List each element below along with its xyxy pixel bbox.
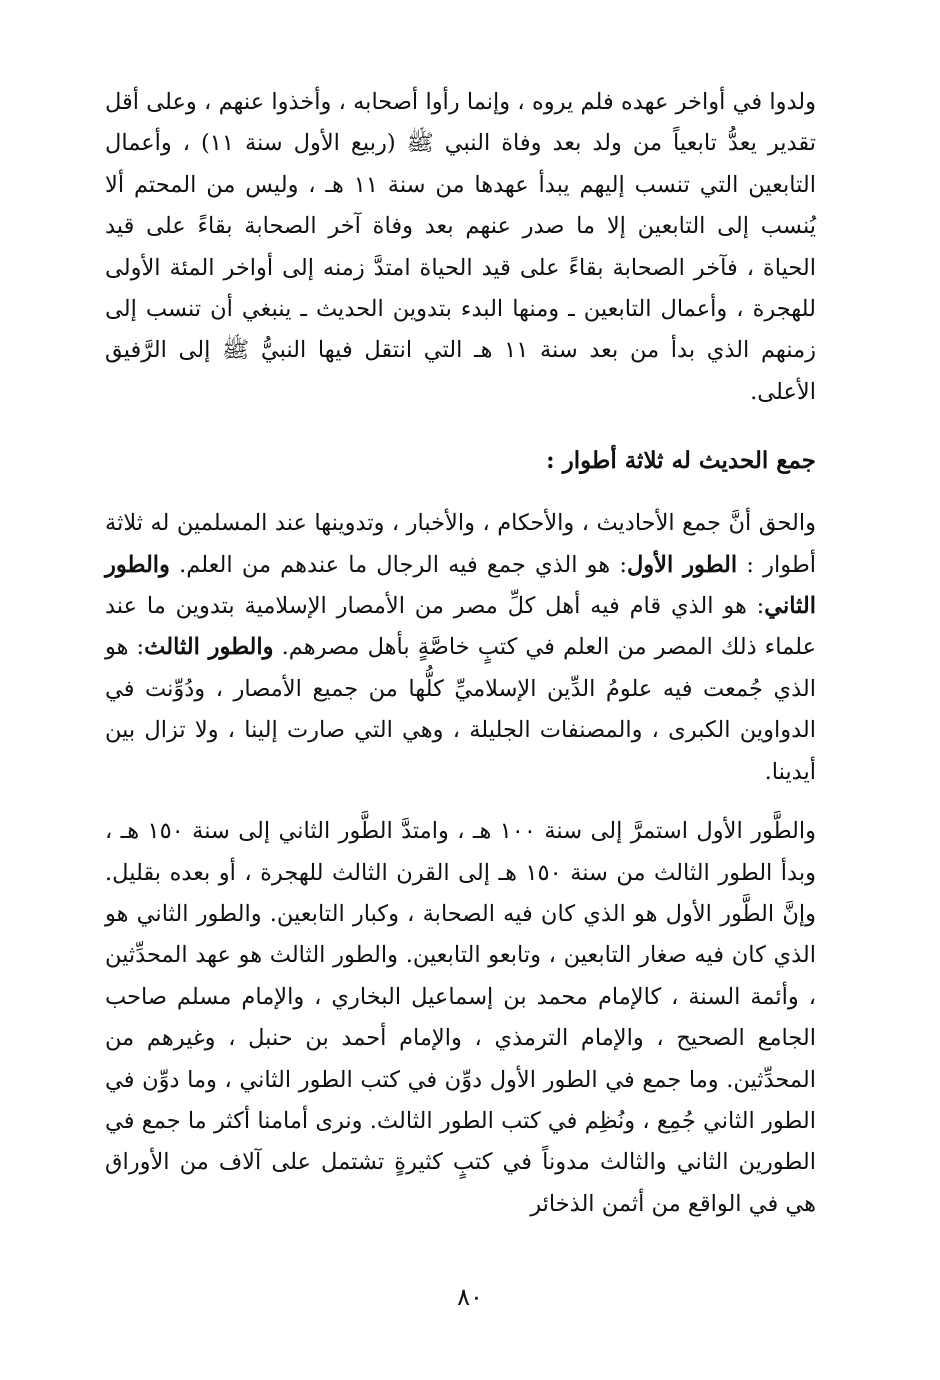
stage-1-text: : هو الذي جمع فيه الرجال ما عندهم من العلم. xyxy=(179,551,627,578)
stage-1-label: الطور الأول xyxy=(626,551,738,578)
stage-3-label: والطور الثالث xyxy=(144,634,274,661)
paragraph-2-text xyxy=(105,503,816,793)
paragraph-1-text: ولدوا في أواخر عهده فلم يروه ، وإنما رأوا أصحابه ، وأخذوا عنهم ، وعلى أقل تقدير يعدُّ تابعياً من ولد بعد وفاة النبي ﷺ (ربيع الأول سنة ١١) ، وأعمال التابعين التي تنسب إليهم يبدأ عهدها من سنة ١١ هـ ، وليس من المحتم ألا يُنسب إلى التابعين إلا ما صدر عنهم بعد وفاة آخر الصحابة بقاءً على قيد الحياة ، فآخر الصحابة بقاءً على قيد الحياة امتدَّ زمنه إلى أواخر المئة الأولى للهجرة ، وأعمال التابعين ـ ومنها البدء بتدوين الحديث ـ ينبغي أن تنسب إلى زمنهم الذي بدأ من بعد سنة ١١ هـ التي انتقل فيها النبيُّ ﷺ إلى الرَّفيق الأعلى. xyxy=(105,89,816,405)
stage-2-label: والطور الثاني xyxy=(105,551,816,620)
stage-2-text: : هو الذي قام فيه أهل كلِّ مصر من الأمصار الإسلامية بتدوين ما عند علماء ذلك المصر من العلم في كتبٍ خاصَّةٍ بأهل مصرهم. xyxy=(105,593,816,661)
paragraph-3 xyxy=(105,811,816,1225)
section-heading: جمع الحديث له ثلاثة أطوار : xyxy=(546,447,816,475)
paragraph-3-text: والطَّور الأول استمرَّ إلى سنة ١٠٠ هـ ، وامتدَّ الطَّور الثاني إلى سنة ١٥٠ هـ ، وبدأ الطور الثالث من سنة ١٥٠ هـ إلى القرن الثالث للهجرة ، أو بعده بقليل. وإنَّ الطَّور الأول هو الذي كان فيه الصحابة ، وكبار التابعين. والطور الثاني هو الذي كان فيه صغار التابعين ، وتابعو التابعين. والطور الثالث هو عهد المحدِّثين ، وأئمة السنة ، كالإمام محمد بن إسماعيل البخاري ، والإمام مسلم صاحب الجامع الصحيح ، والإمام الترمذي ، والإمام أحمد بن حنبل ، وغيرهم من المحدِّثين. وما جمع في الطور الأول دوِّن في كتب الطور الثاني ، وما دوِّن في الطور الثاني جُمِع ، ونُظِم في كتب الطور الثالث. ونرى أمامنا أكثر ما جمع في الطورين الثاني والثالث مدوناً في كتبٍ كثيرةٍ تشتمل على آلاف من الأوراق هي في الواقع من أثمن الذخائر xyxy=(105,818,817,1217)
page-number: ٨٠ xyxy=(457,1283,483,1311)
page-body xyxy=(105,82,816,1225)
paragraph-2 xyxy=(105,503,816,793)
stage-3-text: : هو الذي جُمعت فيه علومُ الدِّين الإسلاميِّ كلُّها من جميع الأمصار ، ودُوِّنت في الدواوين الكبرى ، والمصنفات الجليلة ، وهي التي صارت إلينا ، ولا تزال بين أيدينا. xyxy=(105,634,816,785)
paragraph-1 xyxy=(105,82,816,413)
paragraph-2-intro: والحق أنَّ جمع الأحاديث ، والأحكام ، والأخبار ، وتدوينها عند المسلمين له ثلاثة أطوار : xyxy=(105,510,817,578)
